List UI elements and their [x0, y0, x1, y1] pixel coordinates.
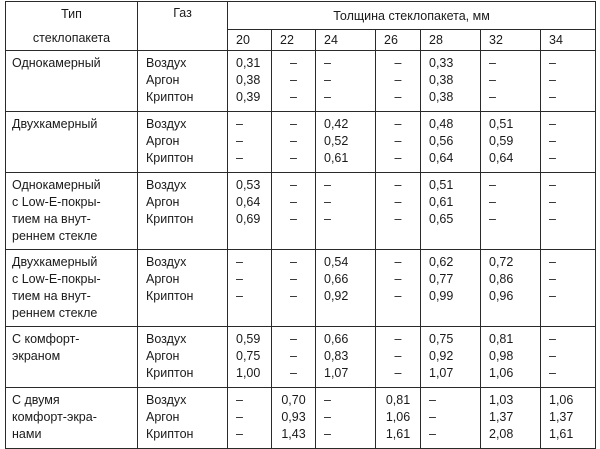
value: – [489, 212, 496, 226]
header-size-28: 28 [421, 30, 481, 51]
value: 0,59 [489, 134, 514, 148]
unit-type-line: Однокамерный [12, 178, 101, 192]
value: – [324, 195, 331, 209]
value: – [429, 393, 436, 407]
cell-value-size-24 [316, 327, 376, 388]
value: – [236, 289, 243, 303]
unit-type-line: с Low-E-покры- [12, 272, 101, 286]
unit-type-line: нами [12, 427, 42, 441]
value: – [549, 349, 556, 363]
value: 0,38 [429, 90, 454, 104]
cell-value-size-34 [541, 388, 596, 449]
value: 0,92 [429, 349, 454, 363]
cell-unit-type [6, 327, 138, 388]
value: – [549, 272, 556, 286]
value: 0,77 [429, 272, 454, 286]
cell-value-size-24 [316, 112, 376, 173]
value: 0,51 [489, 117, 514, 131]
value: 0,38 [236, 73, 261, 87]
header-type-line2: стеклопакета [32, 31, 111, 45]
value: – [290, 212, 297, 226]
cell-value-size-26 [376, 112, 421, 173]
gas-label: Криптон [146, 90, 194, 104]
cell-unit-type [6, 112, 138, 173]
glazing-unit-table [5, 1, 596, 449]
cell-value-size-28 [421, 250, 481, 327]
value: 0,75 [236, 349, 261, 363]
unit-type-line: реннем стекле [12, 229, 98, 243]
cell-value-size-20 [228, 173, 272, 250]
cell-value-size-20 [228, 388, 272, 449]
cell-value-size-32 [481, 173, 541, 250]
cell-value-size-26 [376, 51, 421, 112]
value: 0,42 [324, 117, 349, 131]
value: – [489, 195, 496, 209]
value: – [324, 90, 331, 104]
header-size-34: 34 [541, 30, 596, 51]
value: 0,48 [429, 117, 454, 131]
value: – [236, 393, 243, 407]
value: – [290, 73, 297, 87]
cell-unit-type [6, 388, 138, 449]
value: 0,75 [429, 332, 454, 346]
header-size-32: 32 [481, 30, 541, 51]
value: 0,39 [236, 90, 261, 104]
gas-label: Воздух [146, 332, 187, 346]
header-size-24: 24 [316, 30, 376, 51]
value: – [290, 332, 297, 346]
unit-type-line: комфорт-экра- [12, 410, 97, 424]
value: 0,61 [324, 151, 349, 165]
header-thickness: Толщина стеклопакета, мм [228, 2, 596, 30]
cell-value-size-28 [421, 112, 481, 173]
gas-label: Воздух [146, 56, 187, 70]
cell-value-size-28 [421, 388, 481, 449]
value: – [324, 427, 331, 441]
cell-value-size-22 [272, 327, 316, 388]
value: 1,43 [281, 427, 306, 441]
cell-value-size-26 [376, 250, 421, 327]
value: – [290, 151, 297, 165]
value: – [290, 134, 297, 148]
value: – [549, 134, 556, 148]
cell-value-size-32 [481, 112, 541, 173]
unit-type-line: реннем стекле [12, 306, 98, 320]
value: 0,93 [281, 410, 306, 424]
cell-value-size-24 [316, 173, 376, 250]
value: – [394, 272, 402, 286]
value: 1,00 [236, 366, 261, 380]
value: – [324, 393, 331, 407]
value: – [549, 332, 556, 346]
value: – [394, 366, 402, 380]
value: – [489, 178, 496, 192]
value: 0,51 [429, 178, 454, 192]
header-type-line1: Тип [61, 7, 82, 21]
value: – [236, 151, 243, 165]
value: 1,61 [549, 427, 574, 441]
value: 0,72 [489, 255, 514, 269]
value: 0,66 [324, 332, 349, 346]
cell-value-size-32 [481, 250, 541, 327]
header-size-20: 20 [228, 30, 272, 51]
value: – [324, 178, 331, 192]
gas-label: Аргон [146, 73, 180, 87]
value: 0,92 [324, 289, 349, 303]
value: – [549, 117, 556, 131]
gas-label: Криптон [146, 151, 194, 165]
cell-value-size-34 [541, 112, 596, 173]
cell-value-size-28 [421, 51, 481, 112]
value: 0,81 [489, 332, 514, 346]
value: – [429, 410, 436, 424]
value: – [290, 117, 297, 131]
table-row [6, 112, 596, 173]
cell-value-size-26 [376, 327, 421, 388]
value: – [290, 56, 297, 70]
table-row [6, 173, 596, 250]
value: – [324, 410, 331, 424]
value: – [549, 366, 556, 380]
value: 0,70 [281, 393, 306, 407]
value: 1,06 [549, 393, 574, 407]
table-row [6, 51, 596, 112]
value: 1,06 [489, 366, 514, 380]
value: – [290, 349, 297, 363]
cell-value-size-24 [316, 250, 376, 327]
unit-type-line: С двумя [12, 393, 60, 407]
value: 1,07 [429, 366, 454, 380]
cell-value-size-24 [316, 388, 376, 449]
value: – [394, 134, 402, 148]
value: – [394, 117, 402, 131]
value: – [290, 272, 297, 286]
header-size-22: 22 [272, 30, 316, 51]
value: – [394, 289, 402, 303]
value: 0,65 [429, 212, 454, 226]
value: 0,38 [429, 73, 454, 87]
gas-label: Аргон [146, 410, 180, 424]
cell-gas [138, 173, 228, 250]
value: – [290, 178, 297, 192]
value: – [549, 212, 556, 226]
cell-value-size-34 [541, 250, 596, 327]
cell-unit-type [6, 250, 138, 327]
value: – [290, 255, 297, 269]
cell-value-size-26 [376, 388, 421, 449]
value: 0,56 [429, 134, 454, 148]
value: 0,62 [429, 255, 454, 269]
cell-value-size-34 [541, 327, 596, 388]
value: 1,37 [549, 410, 574, 424]
value: 1,07 [324, 366, 349, 380]
value: – [549, 90, 556, 104]
value: – [236, 410, 243, 424]
value: – [429, 427, 436, 441]
value: 0,69 [236, 212, 261, 226]
value: – [236, 134, 243, 148]
gas-label: Криптон [146, 366, 194, 380]
value: 0,64 [236, 195, 261, 209]
table-row [6, 327, 596, 388]
value: 1,61 [385, 427, 411, 441]
cell-value-size-28 [421, 173, 481, 250]
value: 0,83 [324, 349, 349, 363]
gas-label: Аргон [146, 272, 180, 286]
value: – [489, 56, 496, 70]
value: – [236, 117, 243, 131]
value: – [489, 73, 496, 87]
value: – [236, 272, 243, 286]
value: – [290, 289, 297, 303]
value: – [394, 73, 402, 87]
cell-value-size-32 [481, 327, 541, 388]
value: 0,96 [489, 289, 514, 303]
value: 0,54 [324, 255, 349, 269]
value: 1,06 [385, 410, 411, 424]
header-type [6, 2, 138, 51]
value: – [394, 151, 402, 165]
value: 0,53 [236, 178, 261, 192]
unit-type-line: тием на внут- [12, 212, 91, 226]
value: – [549, 178, 556, 192]
cell-value-size-24 [316, 51, 376, 112]
gas-label: Криптон [146, 212, 194, 226]
cell-value-size-32 [481, 388, 541, 449]
value: – [290, 90, 297, 104]
cell-value-size-26 [376, 173, 421, 250]
value: – [394, 195, 402, 209]
unit-type-line: Двухкамерный [12, 255, 98, 269]
value: – [549, 255, 556, 269]
value: – [394, 332, 402, 346]
gas-label: Аргон [146, 134, 180, 148]
cell-value-size-20 [228, 327, 272, 388]
cell-unit-type [6, 51, 138, 112]
value: – [324, 73, 331, 87]
cell-gas [138, 112, 228, 173]
gas-label: Воздух [146, 255, 187, 269]
header-size-26: 26 [376, 30, 421, 51]
value: – [394, 178, 402, 192]
table-body [6, 51, 596, 449]
value: 0,31 [236, 56, 261, 70]
value: – [324, 212, 331, 226]
value: – [549, 151, 556, 165]
unit-type-line: экраном [12, 349, 61, 363]
value: 0,52 [324, 134, 349, 148]
gas-label: Аргон [146, 195, 180, 209]
value: 0,61 [429, 195, 454, 209]
unit-type-line: с Low-E-покры- [12, 195, 101, 209]
value: 1,03 [489, 393, 514, 407]
cell-unit-type [6, 173, 138, 250]
header-gas: Газ [138, 2, 228, 51]
value: 0,99 [429, 289, 454, 303]
cell-value-size-20 [228, 250, 272, 327]
value: – [549, 56, 556, 70]
gas-label: Аргон [146, 349, 180, 363]
value: – [394, 255, 402, 269]
value: 0,81 [385, 393, 411, 407]
cell-value-size-22 [272, 112, 316, 173]
value: – [290, 366, 297, 380]
cell-value-size-20 [228, 112, 272, 173]
cell-gas [138, 250, 228, 327]
gas-label: Воздух [146, 117, 187, 131]
cell-gas [138, 51, 228, 112]
cell-value-size-28 [421, 327, 481, 388]
value: 1,37 [489, 410, 514, 424]
table-row [6, 388, 596, 449]
value: – [290, 195, 297, 209]
gas-label: Воздух [146, 178, 187, 192]
value: 0,86 [489, 272, 514, 286]
value: – [549, 195, 556, 209]
cell-value-size-32 [481, 51, 541, 112]
value: – [324, 56, 331, 70]
value: 0,59 [236, 332, 261, 346]
cell-value-size-22 [272, 388, 316, 449]
value: – [394, 212, 402, 226]
value: 0,33 [429, 56, 454, 70]
value: 0,66 [324, 272, 349, 286]
value: 2,08 [489, 427, 514, 441]
cell-value-size-22 [272, 51, 316, 112]
unit-type-line: Двухкамерный [12, 117, 98, 131]
cell-value-size-34 [541, 173, 596, 250]
cell-value-size-22 [272, 173, 316, 250]
table-row [6, 250, 596, 327]
cell-value-size-20 [228, 51, 272, 112]
gas-label: Криптон [146, 289, 194, 303]
gas-label: Криптон [146, 427, 194, 441]
cell-value-size-34 [541, 51, 596, 112]
cell-value-size-22 [272, 250, 316, 327]
value: – [394, 90, 402, 104]
value: 0,64 [429, 151, 454, 165]
value: – [394, 56, 402, 70]
unit-type-line: тием на внут- [12, 289, 91, 303]
unit-type-line: С комфорт- [12, 332, 80, 346]
value: – [236, 255, 243, 269]
value: – [236, 427, 243, 441]
value: – [489, 90, 496, 104]
value: – [394, 349, 402, 363]
unit-type-line: Однокамерный [12, 56, 101, 70]
value: – [549, 289, 556, 303]
value: – [549, 73, 556, 87]
value: 0,64 [489, 151, 514, 165]
cell-gas [138, 327, 228, 388]
gas-label: Воздух [146, 393, 187, 407]
value: 0,98 [489, 349, 514, 363]
cell-gas [138, 388, 228, 449]
